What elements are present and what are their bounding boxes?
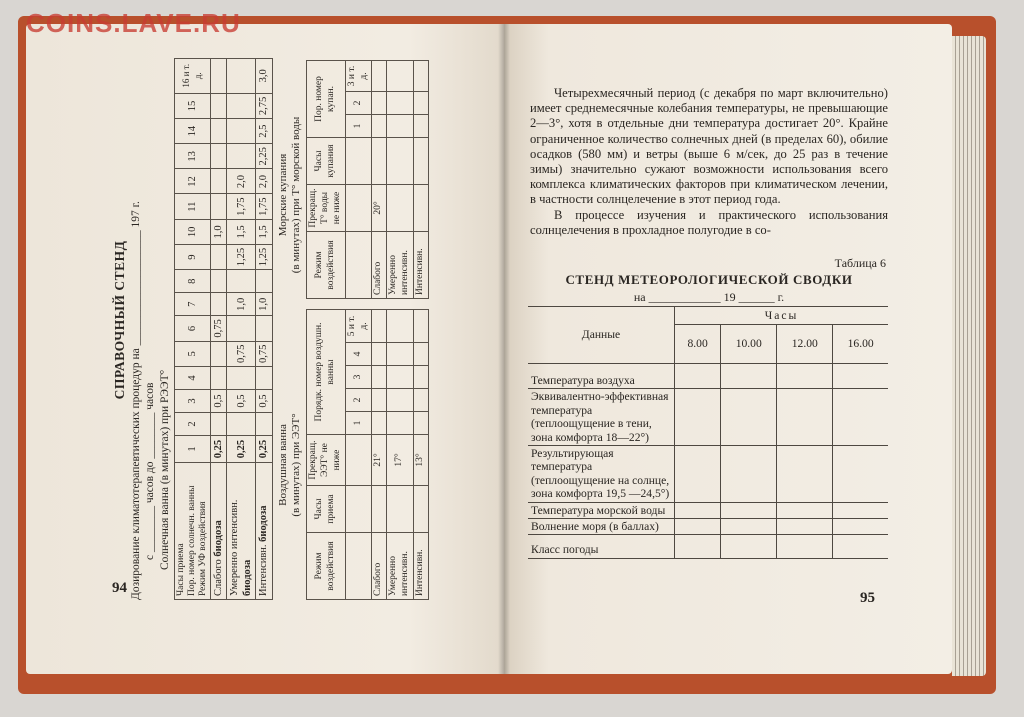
cell <box>227 93 256 118</box>
corner-mode: Режим УФ воздействия <box>198 501 208 596</box>
col-header: 1 <box>345 412 372 435</box>
col-header: 4 <box>345 343 372 366</box>
cell: 0,25 <box>227 436 256 463</box>
hours-line: с ________ часов до ________ часов <box>144 382 157 560</box>
col-header: 6 <box>175 316 211 341</box>
page-edges <box>952 36 986 676</box>
cell <box>211 293 227 316</box>
table-row <box>387 310 414 600</box>
header-cell: Пор. номер купан. <box>307 61 346 138</box>
cell <box>211 413 227 436</box>
cell: 0,5 <box>211 390 227 413</box>
row-label: Температура воздуха <box>528 364 675 389</box>
sun-table-corner <box>175 463 211 600</box>
cell <box>211 367 227 390</box>
cell <box>256 413 272 436</box>
col-header: 1 <box>175 436 211 463</box>
dose-label: биодоза <box>242 559 254 596</box>
date-prefix: на <box>633 290 646 304</box>
cell: 1,75 <box>256 194 272 219</box>
table-row <box>414 61 429 299</box>
header-cell: Режим воздействия <box>307 232 346 299</box>
cell <box>256 367 272 390</box>
row-label: Слабого <box>372 232 387 299</box>
col-header: 2 <box>175 413 211 436</box>
table-row <box>414 310 429 600</box>
row-label: Слабого <box>372 533 387 600</box>
cell <box>414 185 429 232</box>
cell <box>211 270 227 293</box>
table-row <box>256 58 272 599</box>
air-bath-heading <box>277 330 305 600</box>
table-row <box>372 61 387 299</box>
paragraph: В процессе изучения и практического использования солнцелечения в прохладное полугодие в со- <box>530 207 888 237</box>
cell: 1,0 <box>211 219 227 244</box>
sea-heading-line: (в минутах) при Т° морской воды <box>290 116 303 274</box>
row-label: Эквивалентно-эффективная температура (теплоощущение в тени, зона комфорта 18—22°) <box>528 389 675 446</box>
cell: 2,25 <box>256 144 272 169</box>
col-header: 5 <box>175 341 211 366</box>
date-suffix: г. <box>777 290 785 304</box>
cell <box>227 270 256 293</box>
col-header: 16 и т. д. <box>175 58 211 93</box>
col-header: 12 <box>175 169 211 194</box>
col-header: 1 <box>345 115 372 138</box>
cell <box>211 341 227 366</box>
cell <box>211 194 227 219</box>
col-header: 9 <box>175 244 211 269</box>
cell: 0,5 <box>227 390 256 413</box>
cell: 0,75 <box>256 341 272 366</box>
year-text: 197 <box>129 210 142 228</box>
col-header: 11 <box>175 194 211 219</box>
cell: 0,75 <box>211 316 227 341</box>
table-row <box>528 502 888 518</box>
col-header: 2 <box>345 92 372 115</box>
table-row <box>528 364 888 389</box>
cell <box>227 119 256 144</box>
body-text <box>530 86 888 238</box>
sun-bath-heading: Солнечная ванна (в минутах) при РЭЭТ° <box>158 369 171 570</box>
table-row <box>528 535 888 558</box>
dose-label: биодоза <box>258 505 270 542</box>
page-number-right: 95 <box>860 590 875 606</box>
col-header: 13 <box>175 144 211 169</box>
cell: 0,25 <box>256 436 272 463</box>
header-cell: Часы купания <box>307 138 346 185</box>
col-data-header: Данные <box>528 307 675 364</box>
cell <box>227 144 256 169</box>
header-cell: Порядк. номер воздушн. ванны <box>307 310 346 435</box>
table-row <box>528 519 888 535</box>
hour-header: 16.00 <box>833 325 888 364</box>
row-label: Температура морской воды <box>528 502 675 518</box>
cell: 2,0 <box>227 169 256 194</box>
dosing-line: Дозирование климатотерапевтических процедур на ____________________ 197 г. <box>129 201 142 600</box>
row-label <box>256 463 272 600</box>
hours-to-text: часов до <box>144 461 157 504</box>
mode-label: Умеренно интенсивн. <box>229 499 241 596</box>
col-header: 2 <box>345 389 372 412</box>
header-cell: Прекращ. ЭЭТ° не ниже <box>307 435 346 486</box>
row-label: Класс погоды <box>528 535 675 558</box>
corner-hours: Часы приема <box>176 543 186 596</box>
page-number-left: 94 <box>112 580 127 596</box>
cell: 1,25 <box>227 244 256 269</box>
row-label: Интенсивн. <box>414 533 429 600</box>
col-header: 3 <box>345 366 372 389</box>
cell: 1,5 <box>256 219 272 244</box>
cell: 17° <box>387 435 414 486</box>
cell <box>256 316 272 341</box>
dosing-text: Дозирование климатотерапевтических процедур на <box>129 348 142 600</box>
paragraph: Четырехмесячный период (с декабря по март включительно) имеет среднемесячные колебания температуры, не превышающие 2—3°, хотя в отдельные дни температура достигает 20°. Крайне ограниченное количество солнечных дней (в пределах 60), обилие осадков (580 мм) и ветры (выше 6 м/сек, до 25 раз в течение зимы) значительно сужают возможности использования всего комплекса климатических факторов при климатическом лечении, в частности солнцелечение в этот период года. <box>530 86 888 207</box>
cell <box>227 316 256 341</box>
table-row <box>227 58 256 599</box>
cell <box>211 93 227 118</box>
cell: 1,0 <box>256 293 272 316</box>
hour-header: 8.00 <box>675 325 721 364</box>
col-header: 14 <box>175 119 211 144</box>
mode-label: Интенсивн. <box>258 544 270 596</box>
dose-label: биодоза <box>213 520 224 557</box>
row-label: Волнение моря (в баллах) <box>528 519 675 535</box>
cell: 0,5 <box>256 390 272 413</box>
year-suffix: г. <box>129 201 142 208</box>
cell <box>227 413 256 436</box>
col-header: 15 <box>175 93 211 118</box>
cell: 21° <box>372 435 387 486</box>
table-row <box>528 446 888 503</box>
air-heading-line: Воздушная ванна <box>276 424 289 506</box>
row-label <box>211 463 227 600</box>
row-label <box>227 463 256 600</box>
row-label: Интенсивн. <box>414 232 429 299</box>
from-text: с <box>144 554 157 560</box>
corner-num: Пор. номер солнечн. ванны <box>187 485 197 596</box>
col-hours-header: Часы <box>675 307 889 325</box>
sea-bath-heading <box>277 60 305 330</box>
col-header: 3 и т. д. <box>345 61 372 92</box>
table-date-line: на ____________ 19 ______ г. <box>633 290 785 304</box>
sea-heading-line: Морские купания <box>276 153 289 237</box>
date-year: 19 <box>723 290 736 304</box>
cell <box>227 367 256 390</box>
cell: 20° <box>372 185 387 232</box>
table-row <box>211 58 227 599</box>
cell: 13° <box>414 435 429 486</box>
header-cell: Часы приема <box>307 486 346 533</box>
cell <box>211 144 227 169</box>
watermark: COINS.LAVE.RU <box>26 8 241 38</box>
table-row <box>528 389 888 446</box>
air-bath-table <box>306 309 429 600</box>
table-title: СТЕНД МЕТЕОРОЛОГИЧЕСКОЙ СВОДКИ <box>565 272 853 287</box>
hour-header: 10.00 <box>721 325 777 364</box>
table-number: Таблица 6 <box>834 256 886 270</box>
left-page-rotated-content <box>112 40 512 600</box>
col-header: 5 и т. д. <box>345 310 372 343</box>
sun-bath-table <box>174 58 273 600</box>
meteo-table <box>528 306 888 559</box>
cell <box>211 169 227 194</box>
cell <box>387 185 414 232</box>
row-label: Результирующая температура (теплоощущение на солнце, зона комфорта 19,5 —24,5°) <box>528 446 675 503</box>
bath-headings <box>277 40 305 600</box>
cell: 1,5 <box>227 219 256 244</box>
air-heading-line: (в минутах) при ЭЭТ° <box>290 413 303 517</box>
cell: 0,25 <box>211 436 227 463</box>
row-label: Умеренно интенсивн. <box>387 232 414 299</box>
header-cell: Режим воздействия <box>307 533 346 600</box>
bath-tables <box>306 40 429 600</box>
header-cell: Прекращ. Т° воды не ниже <box>307 185 346 232</box>
cell <box>211 244 227 269</box>
sea-bath-table <box>306 60 429 299</box>
col-header: 3 <box>175 390 211 413</box>
col-header: 4 <box>175 367 211 390</box>
table-row <box>387 61 414 299</box>
col-header: 7 <box>175 293 211 316</box>
cell: 1,0 <box>227 293 256 316</box>
mode-label: Слабого <box>213 559 224 596</box>
cell: 2,0 <box>256 169 272 194</box>
col-header: 8 <box>175 270 211 293</box>
row-label: Умеренно интенсивн. <box>387 533 414 600</box>
cell <box>256 270 272 293</box>
cell: 3,0 <box>256 58 272 93</box>
cell: 1,75 <box>227 194 256 219</box>
cell: 1,25 <box>256 244 272 269</box>
reference-stand-title: СПРАВОЧНЫЙ СТЕНД <box>112 240 127 400</box>
col-header: 10 <box>175 219 211 244</box>
table-row <box>372 310 387 600</box>
cell <box>211 58 227 93</box>
cell <box>211 119 227 144</box>
cell: 2,75 <box>256 93 272 118</box>
cell <box>227 58 256 93</box>
cell: 2,5 <box>256 119 272 144</box>
hours-text: часов <box>144 382 157 410</box>
cell: 0,75 <box>227 341 256 366</box>
hour-header: 12.00 <box>777 325 833 364</box>
